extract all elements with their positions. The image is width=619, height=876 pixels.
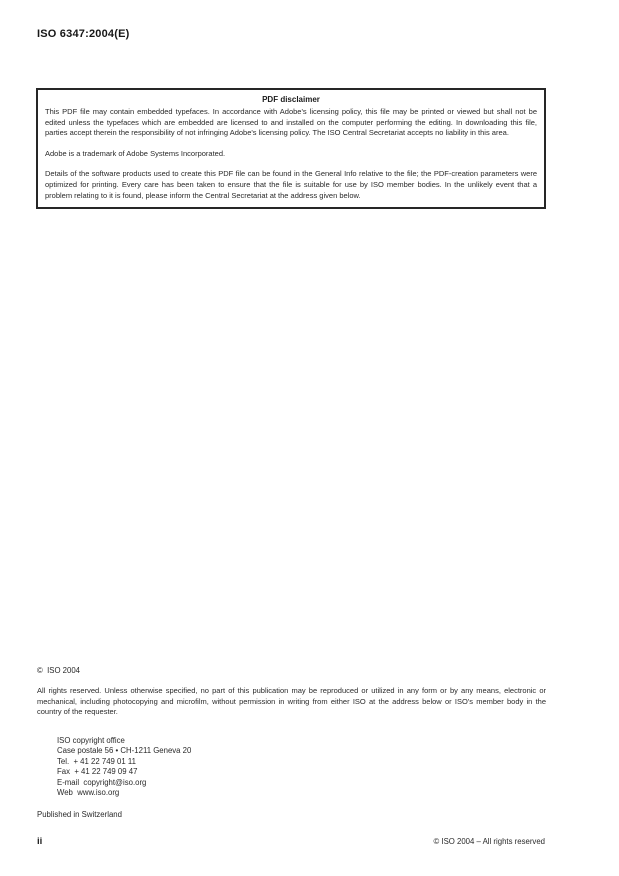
disclaimer-paragraph-3: Details of the software products used to create this PDF file can be found in the General Info relative to the file; the PDF-creation parameters were optimized for printing. Every care has been taken to ensure that the file is suitable for use by ISO member bodies. In the unlikely event that a problem relating to it is found, please inform the Central Secretariat at the address given below. <box>45 169 537 200</box>
address-line-tel: Tel. + 41 22 749 01 11 <box>57 756 136 766</box>
copyright-notice: © ISO 2004 <box>37 666 81 675</box>
address-line-email: E-mail copyright@iso.org <box>57 777 147 787</box>
copyright-section <box>37 666 546 820</box>
page-footer <box>37 836 545 847</box>
pdf-disclaimer-box <box>36 88 546 209</box>
address-line-postal: Case postale 56 • CH-1211 Geneva 20 <box>57 746 192 756</box>
address-line-fax: Fax + 41 22 749 09 47 <box>57 767 138 777</box>
disclaimer-title: PDF disclaimer <box>262 95 320 104</box>
address-line-web: Web www.iso.org <box>57 788 120 798</box>
iso-address-block <box>37 736 546 799</box>
rights-statement: All rights reserved. Unless otherwise specified, no part of this publication may be reproduced or utilized in any form or by any means, electronic or mechanical, including photocopying and microfilm, without permission in writing from either ISO at the address below or ISO's member body in the country of the requester. <box>37 686 546 717</box>
page-number: ii <box>37 836 43 847</box>
disclaimer-paragraph-1: This PDF file may contain embedded typefaces. In accordance with Adobe's licensing policy, this file may be printed or viewed but shall not be edited unless the typefaces which are embedded are licensed to and installed on the computer performing the editing. In downloading this file, parties accept therein the responsibility of not infringing Adobe's licensing policy. The ISO Central Secretariat accepts no liability in this area. <box>45 107 537 138</box>
address-line-office: ISO copyright office <box>57 735 125 745</box>
document-id: ISO 6347:2004(E) <box>37 28 130 40</box>
document-header <box>37 28 129 40</box>
disclaimer-paragraph-2: Adobe is a trademark of Adobe Systems Incorporated. <box>45 148 226 158</box>
footer-copyright: © ISO 2004 – All rights reserved <box>433 837 545 846</box>
published-in: Published in Switzerland <box>37 809 122 819</box>
